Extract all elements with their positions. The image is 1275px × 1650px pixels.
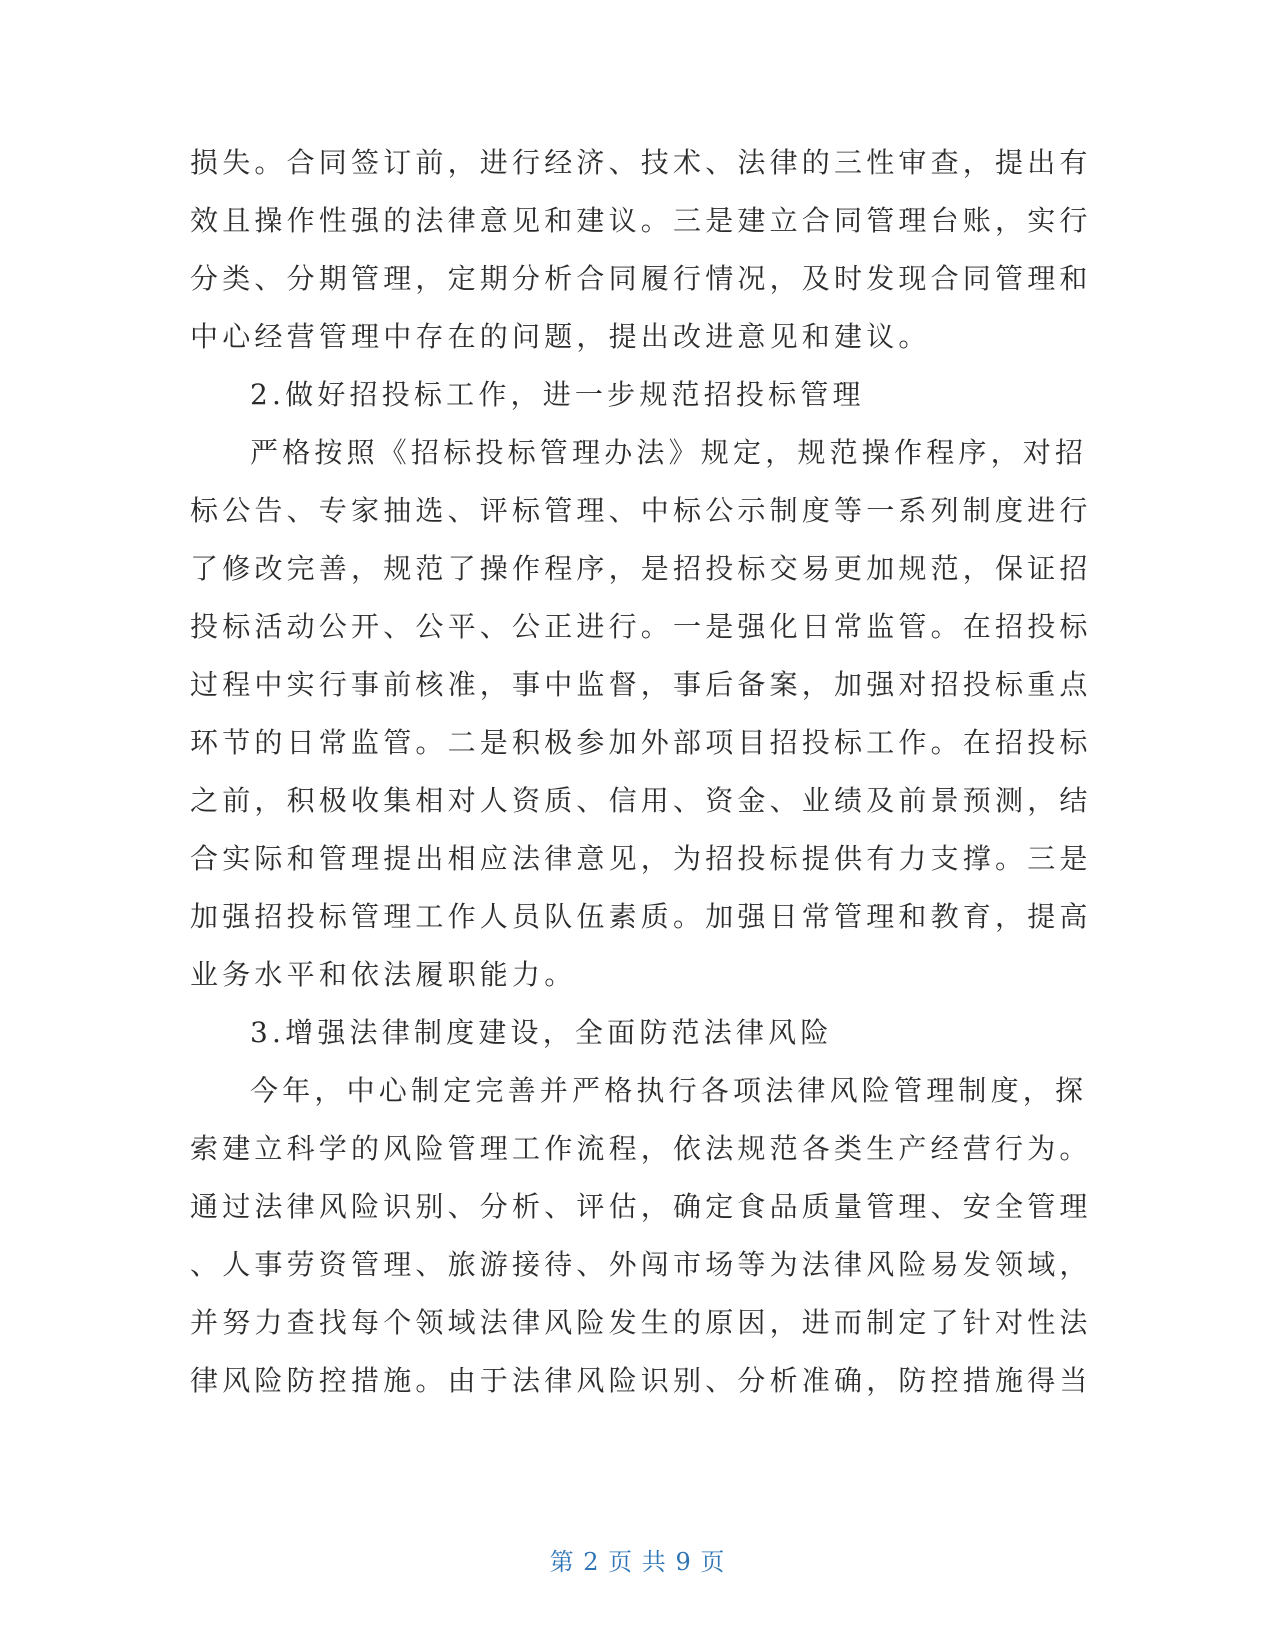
footer-suffix: 页 [700,1548,726,1576]
footer-prefix: 第 [549,1548,575,1576]
footer-current-page: 2 [583,1548,600,1576]
paragraph-line: 环节的日常监管。二是积极参加外部项目招投标工作。在招投标 [190,726,1092,759]
paragraph-line: 投标活动公开、公平、公正进行。一是强化日常监管。在招投标 [190,610,1092,643]
paragraph-line: 损失。合同签订前，进行经济、技术、法律的三性审查，提出有 [190,146,1092,179]
paragraph-line: 索建立科学的风险管理工作流程，依法规范各类生产经营行为。 [190,1132,1092,1165]
section-heading: 3.增强法律制度建设，全面防范法律风险 [250,1016,833,1049]
paragraph-line: 分类、分期管理，定期分析合同履行情况，及时发现合同管理和 [190,262,1092,295]
paragraph-line: 过程中实行事前核准，事中监督，事后备案，加强对招投标重点 [190,668,1092,701]
paragraph-line: 严格按照《招标投标管理办法》规定，规范操作程序，对招 [250,436,1088,469]
paragraph-line: 中心经营管理中存在的问题，提出改进意见和建议。 [190,320,931,353]
footer-middle: 页 共 [608,1548,667,1576]
paragraph-line: 效且操作性强的法律意见和建议。三是建立合同管理台账，实行 [190,204,1092,237]
paragraph-line: 、人事劳资管理、旅游接待、外闯市场等为法律风险易发领域， [190,1248,1092,1281]
paragraph-line: 了修改完善，规范了操作程序，是招投标交易更加规范，保证招 [190,552,1092,585]
footer-total-pages: 9 [675,1548,692,1576]
page-footer [0,1546,1275,1578]
paragraph-line: 通过法律风险识别、分析、评估，确定食品质量管理、安全管理 [190,1190,1092,1223]
paragraph-line: 标公告、专家抽选、评标管理、中标公示制度等一系列制度进行 [190,494,1092,527]
paragraph-line: 并努力查找每个领域法律风险发生的原因，进而制定了针对性法 [190,1306,1092,1339]
paragraph-line: 合实际和管理提出相应法律意见，为招投标提供有力支撑。三是 [190,842,1092,875]
paragraph-line: 律风险防控措施。由于法律风险识别、分析准确，防控措施得当 [190,1364,1092,1397]
paragraph-line: 加强招投标管理工作人员队伍素质。加强日常管理和教育，提高 [190,900,1092,933]
section-heading: 2.做好招投标工作，进一步规范招投标管理 [250,378,865,411]
paragraph-line: 今年，中心制定完善并严格执行各项法律风险管理制度，探 [250,1074,1088,1107]
paragraph-line: 业务水平和依法履职能力。 [190,958,577,991]
paragraph-line: 之前，积极收集相对人资质、信用、资金、业绩及前景预测，结 [190,784,1092,817]
